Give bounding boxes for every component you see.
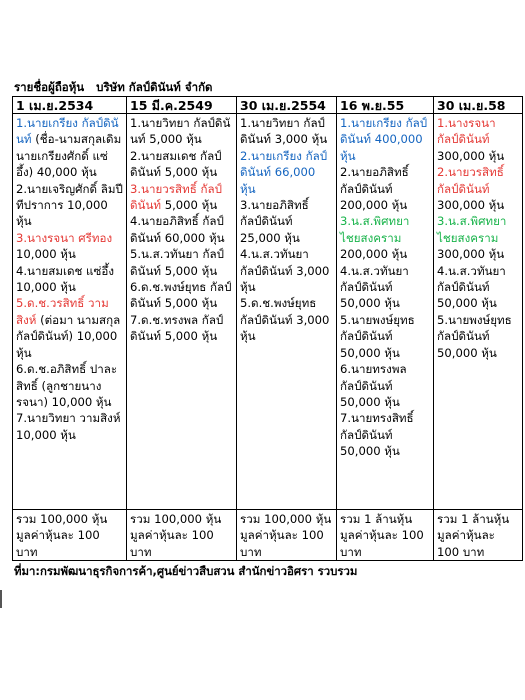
shareholder-entry [240, 246, 333, 295]
shareholder-text: 6.ด.ช.พงษ์ยุทธ กัลป์ดินันท์ 5,000 หุ้น [130, 280, 232, 311]
shareholder-text: 5.น.ส.วทันยา กัลป์ดินันท์ 5,000 หุ้น [130, 247, 224, 278]
source-note: ที่มา:กรมพัฒนาธุรกิจการค้า,ศูนย์ข่าวสืบสวน สำนักข่าวอิศรา รวบรวม [14, 564, 358, 579]
edge-mark [0, 590, 2, 608]
shareholder-text: 3.นางรจนา ศรีทอง [16, 230, 113, 245]
shareholder-entry [437, 312, 519, 361]
shareholder-text: 5,000 หุ้น [161, 198, 218, 213]
shareholder-text: 2.นายอภิสิทธิ์ กัลป์ดินันท์ 200,000 หุ้น [340, 165, 409, 213]
column-date: 15 มี.ค.2549 [127, 97, 237, 114]
shareholder-entry [130, 115, 233, 148]
company-name: บริษัท กัลป์ดินันท์ จำกัด [96, 80, 213, 94]
shareholder-text: 6.ด.ช.อภิสิทธิ์ ปาละสิทธิ์ (ลูกชายนางรจนา) 10,000 หุ้น [16, 362, 118, 409]
shareholder-entry [340, 164, 430, 213]
shareholder-text: 3.นายอภิสิทธิ์ กัลป์ดินันท์ 25,000 หุ้น [240, 198, 309, 245]
shareholder-text: 6.นายทรงพล กัลป์ดินันท์ 50,000 หุ้น [340, 362, 407, 409]
shareholder-text: 200,000 หุ้น [340, 247, 408, 262]
shareholder-text: 4.นายอภิสิทธิ์ กัลป์ดินันท์ 60,000 หุ้น [130, 214, 225, 245]
shareholder-entry [16, 181, 123, 230]
shareholder-entry [16, 230, 123, 263]
holders-row [13, 114, 523, 510]
total-cell: รวม 1 ล้านหุ้น มูลค่าหุ้นละ 100 บาท [434, 510, 523, 561]
holders-cell [337, 114, 434, 510]
holders-cell [434, 114, 523, 510]
page-title [12, 79, 522, 96]
shareholder-text: 4.น.ส.วทันยา กัลป์ดินันท์ 3,000 หุ้น [240, 247, 330, 295]
shareholder-entry [16, 361, 123, 410]
shareholder-text: 10,000 หุ้น [16, 247, 76, 262]
shareholder-entry [340, 115, 430, 164]
title-label: รายชื่อผู้ถือหุ้น [14, 80, 85, 94]
shareholder-entry [130, 181, 233, 214]
shareholder-entry [16, 115, 123, 181]
total-cell: รวม 100,000 หุ้น มูลค่าหุ้นละ 100 บาท [237, 510, 337, 561]
shareholder-entry [240, 148, 333, 197]
shareholder-entry [340, 312, 430, 361]
shareholder-text: 3.น.ส.พิศทยา ไชยสงคราม [437, 214, 507, 245]
shareholder-text: 7.นายทรงสิทธิ์ กัลป์ดินันท์ 50,000 หุ้น [340, 411, 414, 459]
shareholder-table [12, 96, 523, 561]
shareholder-text: 1.นายวิทยา กัลป์ดินันท์ 3,000 หุ้น [240, 116, 328, 147]
shareholder-text: 5.นายพงษ์ยุทธ กัลป์ดินันท์ 50,000 หุ้น [340, 312, 415, 360]
column-date: 30 เม.ย.2554 [237, 97, 337, 114]
total-cell: รวม 1 ล้านหุ้น มูลค่าหุ้นละ 100 บาท [337, 510, 434, 561]
shareholder-text: 7.ด.ช.ทรงพล กัลป์ดินันท์ 5,000 หุ้น [130, 312, 224, 344]
column-date: 1 เม.ย.2534 [13, 97, 127, 114]
shareholder-text: 2.นายเกรียง กัลป์ดินันท์ 66,000 หุ้น [240, 148, 328, 196]
shareholder-text: 4.น.ส.วทันยา กัลป์ดินันท์ 50,000 หุ้น [437, 263, 506, 311]
total-cell: รวม 100,000 หุ้น มูลค่าหุ้นละ 100 บาท [127, 510, 237, 561]
shareholder-entry [437, 213, 519, 262]
shareholder-text: 3.นายวรสิทธิ์ กัลป์ดินันท์ [130, 181, 222, 213]
shareholder-text: 2.นายเจริญศักดิ์ ลิมปีทีปราการ 10,000 หุ้น [16, 181, 123, 229]
shareholder-text: 1.นางรจนา กัลป์ดินันท์ [437, 116, 496, 147]
shareholder-entry [130, 279, 233, 312]
shareholder-entry [16, 295, 123, 361]
holders-cell [237, 114, 337, 510]
total-cell: รวม 100,000 หุ้น มูลค่าหุ้นละ 100 บาท [13, 510, 127, 561]
shareholder-text: (ชื่อ-นามสกุลเดิม นายเกรียงศักดิ์ แซ่อึ้ง) 40,000 หุ้น [16, 132, 122, 180]
shareholder-entry [340, 263, 430, 312]
shareholder-entry [340, 361, 430, 410]
shareholder-entry [240, 115, 333, 148]
shareholder-entry [130, 246, 233, 279]
shareholder-text: 1.นายเกรียง กัลป์ดินันท์ [16, 116, 119, 147]
shareholder-text: 5.ด.ช.พงษ์ยุทธ กัลป์ดินันท์ 3,000 หุ้น [240, 296, 330, 344]
shareholder-text: 300,000 หุ้น [437, 148, 505, 163]
shareholder-entry [437, 263, 519, 312]
shareholder-text: 300,000 หุ้น [437, 198, 505, 213]
column-date: 30 เม.ย.58 [434, 97, 523, 114]
shareholder-text: 2.นายสมเดช กัลป์ดินันท์ 5,000 หุ้น [130, 148, 222, 180]
shareholder-text: 3.น.ส.พิศทยา ไชยสงคราม [340, 214, 410, 245]
holders-cell [13, 114, 127, 510]
column-date: 16 พ.ย.55 [337, 97, 434, 114]
shareholder-entry [240, 197, 333, 246]
shareholder-entry [340, 213, 430, 262]
shareholder-entry [130, 213, 233, 246]
shareholder-entry [16, 263, 123, 296]
shareholder-entry [130, 148, 233, 181]
shareholder-text: 4.น.ส.วทันยา กัลป์ดินันท์ 50,000 หุ้น [340, 263, 409, 311]
shareholder-text: (ต่อมา นามสกุลกัลป์ดินันท์) 10,000 หุ้น [16, 312, 121, 360]
shareholder-entry [130, 312, 233, 345]
shareholder-text: 300,000 หุ้น [437, 247, 505, 262]
shareholder-text: 5.ด.ช.วรสิทธิ์ วามสิงห์ [16, 296, 109, 327]
holders-cell [127, 114, 237, 510]
shareholder-entry [437, 115, 519, 164]
shareholder-entry [16, 410, 123, 443]
total-row [13, 510, 523, 561]
shareholder-text: 4.นายสมเดช แซ่อึ้ง 10,000 หุ้น [16, 263, 115, 295]
shareholder-text: 2.นายวรสิทธิ์ กัลป์ดินันท์ [437, 165, 504, 196]
shareholder-text: 1.นายเกรียง กัลป์ดินันท์ 400,000 หุ้น [340, 116, 428, 163]
shareholder-text: 7.นายวิทยา วามสิงห์ 10,000 หุ้น [16, 411, 121, 442]
shareholder-entry [240, 295, 333, 344]
shareholder-sheet [12, 79, 522, 581]
shareholder-entry [437, 164, 519, 213]
shareholder-text: 1.นายวิทยา กัลป์ดินันท์ 5,000 หุ้น [130, 116, 231, 147]
header-row [13, 97, 523, 114]
shareholder-text: 5.นายพงษ์ยุทธ กัลป์ดินันท์ 50,000 หุ้น [437, 312, 512, 360]
shareholder-entry [340, 410, 430, 459]
